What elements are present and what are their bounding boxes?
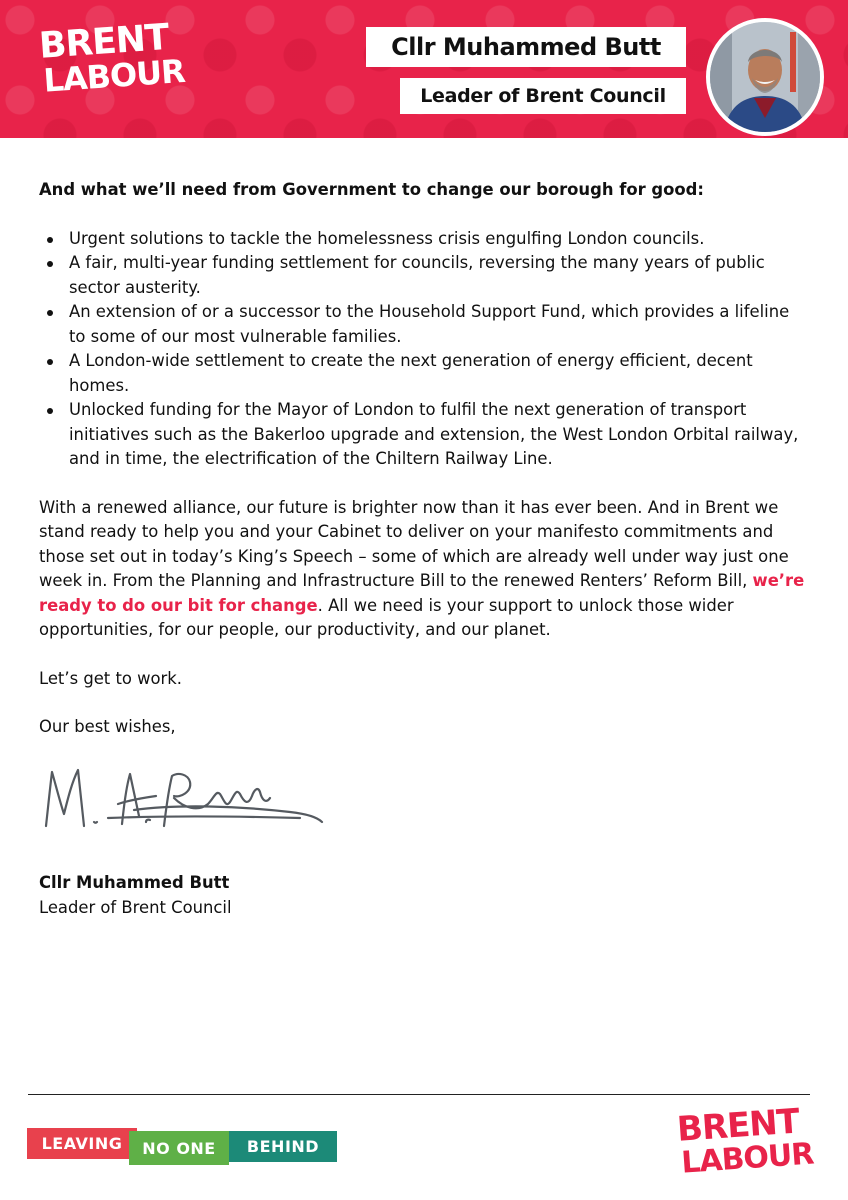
- letter-body: [39, 178, 809, 740]
- brent-labour-logo: [37, 16, 202, 100]
- list-item: Urgent solutions to tackle the homelessness crisis engulfing London councils.: [69, 227, 809, 252]
- list-item: A fair, multi-year funding settlement for councils, reversing the many years of public sector austerity.: [69, 251, 809, 300]
- portrait-illustration: [710, 22, 820, 132]
- footer-logo-line-2: LABOUR: [680, 1136, 815, 1181]
- tag-no-one: NO ONE: [129, 1131, 229, 1165]
- closing-line: Let’s get to work.: [39, 668, 182, 688]
- signatory-title: Leader of Brent Council: [39, 898, 232, 917]
- header-banner: [0, 0, 848, 138]
- main-paragraph: [39, 496, 809, 643]
- logo-line-1: BRENT: [37, 16, 170, 67]
- logo-line-2: LABOUR: [42, 51, 186, 100]
- list-item: Unlocked funding for the Mayor of London to fulfil the next generation of transport initiatives such as the Bakerloo upgrade and extension, the West London Orbital railway, and in time, the electrification of the Chiltern Railway Line.: [69, 398, 809, 472]
- handwritten-signature: [38, 752, 338, 844]
- portrait-photo: [706, 18, 824, 136]
- intro-heading: And what we’ll need from Government to change our borough for good:: [39, 180, 704, 199]
- list-item: A London-wide settlement to create the next generation of energy efficient, decent homes.: [69, 349, 809, 398]
- tag-leaving: LEAVING: [27, 1128, 137, 1159]
- demands-list: [39, 227, 809, 472]
- footer-divider: [28, 1094, 810, 1095]
- sign-off: Our best wishes,: [39, 717, 176, 736]
- paragraph-text-before: With a renewed alliance, our future is brighter now than it has ever been. And in Brent we stand ready to help you and your Cabinet to deliver on your manifesto commitments and those set out in today’s King’s Speech – some of which are already well under way just one week in. From the Planning and Infrastructure Bill to the renewed Renters’ Reform Bill,: [39, 497, 789, 590]
- paragraph-highlight: we’re ready to do our bit for change: [39, 571, 805, 615]
- list-item: An extension of or a successor to the Household Support Fund, which provides a lifeline to some of our most vulnerable families.: [69, 300, 809, 349]
- paragraph-text-after: . All we need is your support to unlock those wider opportunities, for our people, our productivity, and our planet.: [39, 595, 734, 639]
- signatory-name: Cllr Muhammed Butt: [39, 873, 230, 892]
- footer-brent-labour-logo: [675, 1101, 830, 1181]
- header-title: Leader of Brent Council: [400, 78, 686, 114]
- tag-behind: BEHIND: [229, 1131, 337, 1162]
- header-name: Cllr Muhammed Butt: [366, 27, 686, 67]
- footer-logo-line-1: BRENT: [675, 1101, 801, 1150]
